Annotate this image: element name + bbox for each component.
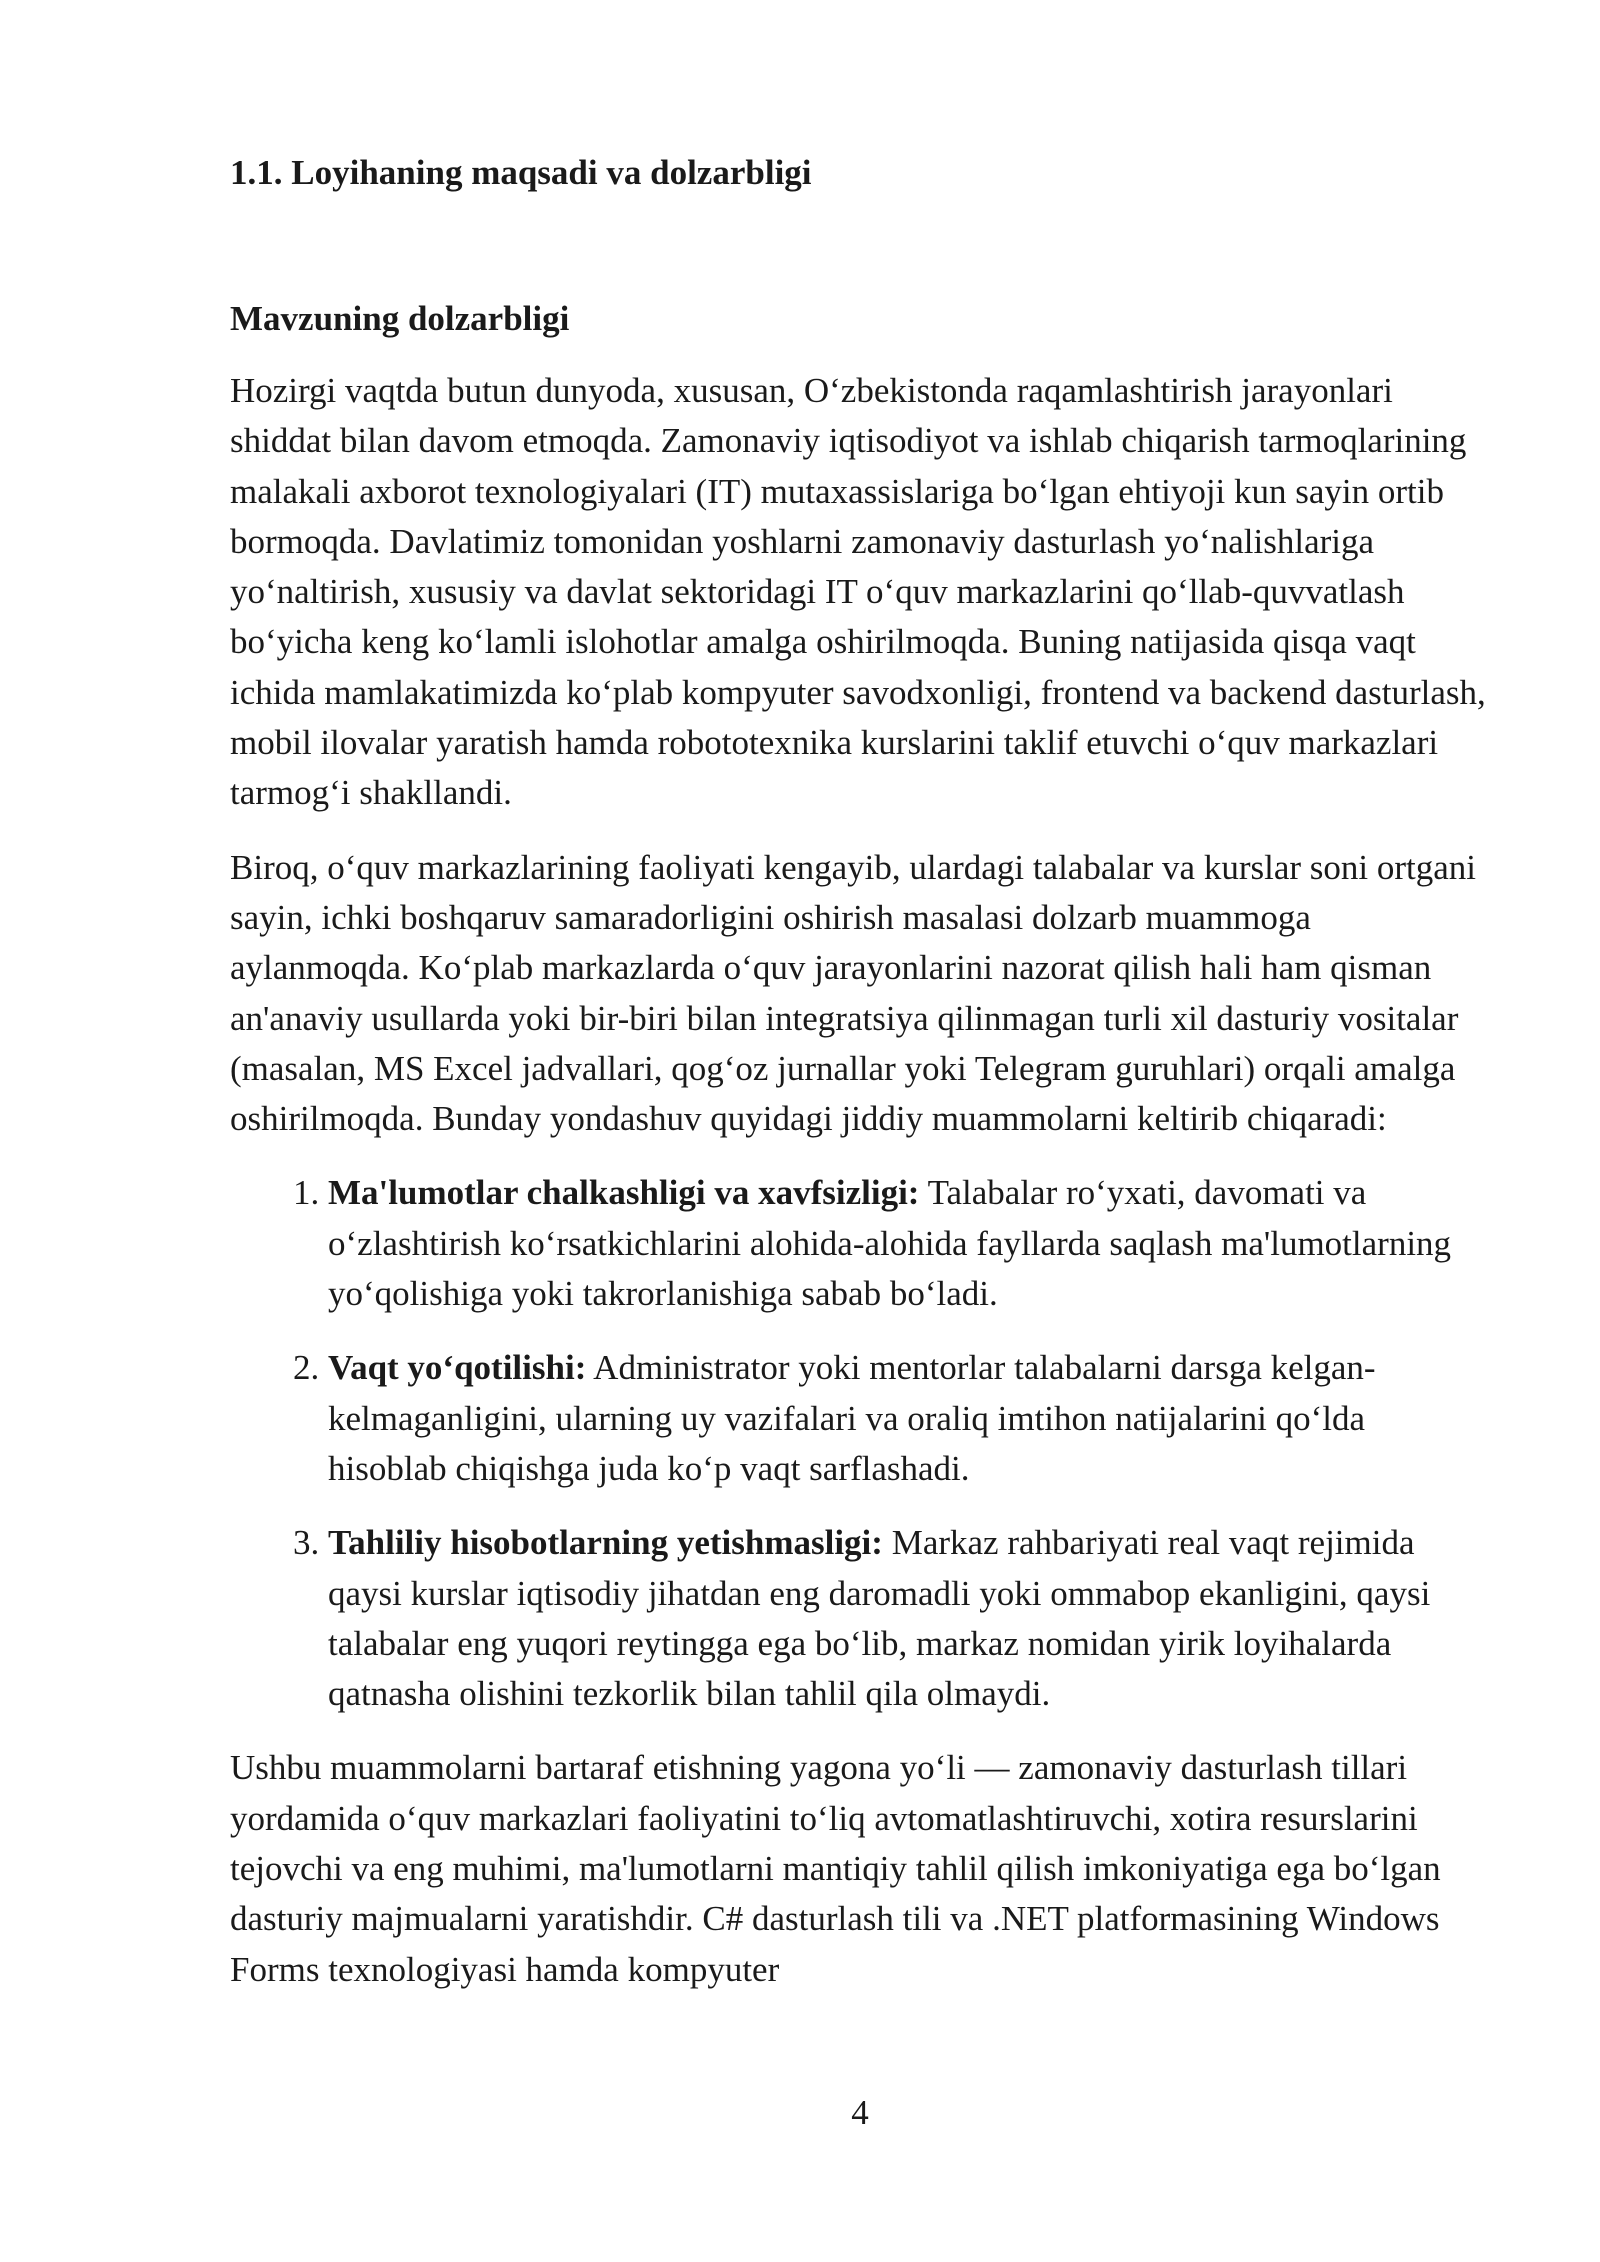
page-number: 4: [851, 2093, 869, 2132]
paragraph: Biroq, o‘quv markazlarining faoliyati kengayib, ulardagi talabalar va kurslar soni ortgani sayin, ichki boshqaruv samaradorligini oshirish masalasi dolzarb muammoga aylanmoqda. Ko‘plab markazlarda o‘quv jarayonlarini nazorat qilish hali ham qisman an'anaviy usullarda yoki bir-biri bilan integratsiya qilinmagan turli xil dasturiy vositalar (masalan, MS Excel jadvallari, qog‘oz jurnallar yoki Telegram guruhlari) orqali amalga oshirilmoqda. Bunday yondashuv quyidagi jiddiy muammolarni keltirib chiqaradi:: [230, 847, 1476, 1139]
list-item: [328, 1168, 1490, 1319]
list-item: [328, 1343, 1490, 1494]
list-item: [328, 1518, 1490, 1719]
list-item-text: Talabalar ro‘yxati, davomati va o‘zlashtirish ko‘rsatkichlarini alohida-alohida fayllarda saqlash ma'lumotlarning yo‘qolishiga yoki takrorlanishiga sabab bo‘ladi.: [328, 1173, 1452, 1314]
subsection-title: Mavzuning dolzarbligi: [230, 299, 570, 338]
section-title: 1.1. Loyihaning maqsadi va dolzarbligi: [230, 153, 812, 192]
list-item-term: Vaqt yo‘qotilishi:: [328, 1348, 587, 1388]
list-item-text: Administrator yoki mentorlar talabalarni darsga kelgan-kelmaganligini, ularning uy vazifalari va oraliq imtihon natijalarini qo‘lda hisoblab chiqishga juda ko‘p vaqt sarflashadi.: [328, 1348, 1376, 1488]
document-body: [230, 366, 1490, 2019]
closing-paragraph: Ushbu muammolarni bartaraf etishning yagona yo‘li — zamonaviy dasturlash tillari yordamida o‘quv markazlari faoliyatini to‘liq avtomatlashtiruvchi, xotira resurslarini tejovchi va eng muhimi, ma'lumotlarni mantiqiy tahlil qilish imkoniyatiga ega bo‘lgan dasturiy majmualarni yaratishdir. C# dasturlash tili va .NET platformasining Windows Forms texnologiyasi hamda kompyuter: [230, 1748, 1441, 1989]
list-item-term: Ma'lumotlar chalkashligi va xavfsizligi:: [328, 1173, 920, 1213]
paragraph: Hozirgi vaqtda butun dunyoda, xususan, O‘zbekistonda raqamlashtirish jarayonlari shiddat bilan davom etmoqda. Zamonaviy iqtisodiyot va ishlab chiqarish tarmoqlarining malakali axborot texnologiyalari (IT) mutaxassislariga bo‘lgan ehtiyoji kun sayin ortib bormoqda. Davlatimiz tomonidan yoshlarni zamonaviy dasturlash yo‘nalishlariga yo‘naltirish, xususiy va davlat sektoridagi IT o‘quv markazlarini qo‘llab-quvvatlash bo‘yicha keng ko‘lamli islohotlar amalga oshirilmoqda. Buning natijasida qisqa vaqt ichida mamlakatimizda ko‘plab kompyuter savodxonligi, frontend va backend dasturlash, mobil ilovalar yaratish hamda robototexnika kurslarini taklif etuvchi o‘quv markazlari tarmog‘i shakllandi.: [230, 371, 1486, 813]
list-item-term: Tahliliy hisobotlarning yetishmasligi:: [328, 1523, 883, 1563]
list-item-text: Markaz rahbariyati real vaqt rejimida qaysi kurslar iqtisodiy jihatdan eng daromadli yoki ommabop ekanligini, qaysi talabalar eng yuqori reytingga ega bo‘lib, markaz nomidan yirik loyihalarda qatnasha olishini tezkorlik bilan tahlil qila olmaydi.: [328, 1523, 1431, 1714]
problem-list: [230, 1168, 1490, 1719]
